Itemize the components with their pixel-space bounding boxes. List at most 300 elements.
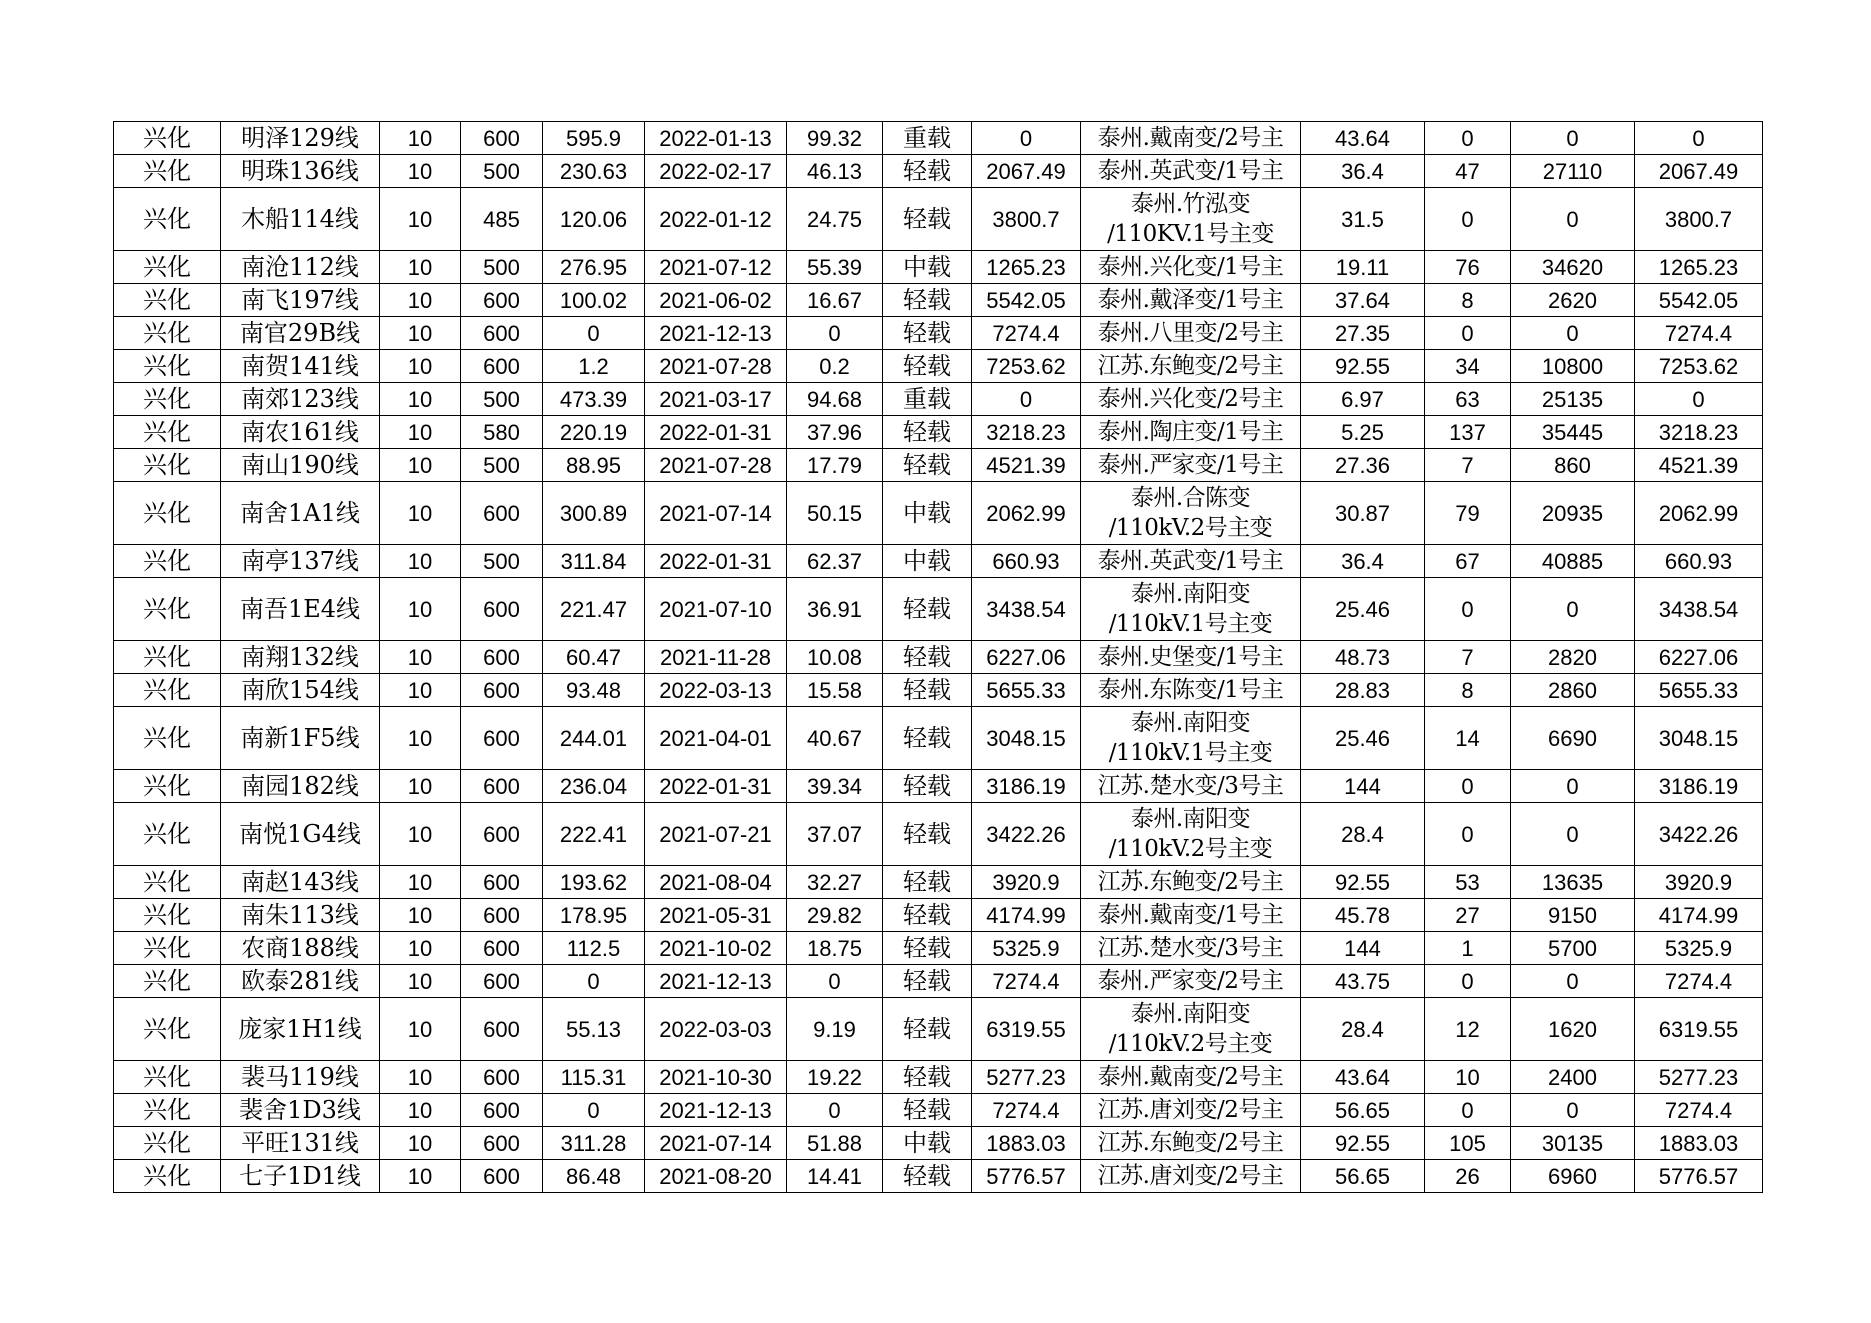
rated-current-cell: 600 (461, 641, 543, 674)
substation-cell (1081, 578, 1301, 641)
available-capacity-cell: 3920.9 (972, 866, 1081, 899)
substation-line: 江苏.唐刘变/2号主 (1097, 1097, 1284, 1123)
date-cell: 2021-08-20 (645, 1160, 787, 1193)
customer-count-cell: 0 (1425, 122, 1511, 155)
voltage-cell: 10 (380, 578, 461, 641)
substation-load-cell: 25.46 (1301, 578, 1425, 641)
substation-load-cell: 5.25 (1301, 416, 1425, 449)
load-rate-cell: 50.15 (787, 482, 883, 545)
remaining-capacity-cell: 2062.99 (1635, 482, 1763, 545)
region-cell: 兴化 (114, 188, 221, 251)
date-cell: 2021-07-12 (645, 251, 787, 284)
load-rate-cell: 19.22 (787, 1061, 883, 1094)
rated-current-cell: 600 (461, 998, 543, 1061)
customer-count-cell: 8 (1425, 284, 1511, 317)
region-cell: 兴化 (114, 899, 221, 932)
substation-cell (1081, 155, 1301, 188)
available-capacity-cell: 0 (972, 122, 1081, 155)
capacity-cell: 0 (1511, 1094, 1635, 1127)
capacity-cell: 2620 (1511, 284, 1635, 317)
substation-line: /110kV.1号主变 (1108, 611, 1273, 637)
available-capacity-cell: 5542.05 (972, 284, 1081, 317)
customer-count-cell: 10 (1425, 1061, 1511, 1094)
line-name-cell: 南农161线 (221, 416, 380, 449)
date-cell: 2022-03-03 (645, 998, 787, 1061)
rated-current-cell: 600 (461, 770, 543, 803)
capacity-cell: 2860 (1511, 674, 1635, 707)
remaining-capacity-cell: 7253.62 (1635, 350, 1763, 383)
load-rate-cell: 18.75 (787, 932, 883, 965)
available-capacity-cell: 7274.4 (972, 1094, 1081, 1127)
line-name-cell: 南悦1G4线 (221, 803, 380, 866)
capacity-cell: 2820 (1511, 641, 1635, 674)
load-status-cell: 轻载 (883, 803, 972, 866)
substation-line: 泰州.严家变/1号主 (1097, 452, 1284, 478)
table-row (114, 770, 1763, 803)
date-cell: 2022-01-31 (645, 770, 787, 803)
region-cell: 兴化 (114, 1094, 221, 1127)
date-cell: 2021-12-13 (645, 1094, 787, 1127)
max-current-cell: 193.62 (543, 866, 645, 899)
substation-line: 泰州.南阳变 (1130, 806, 1251, 832)
remaining-capacity-cell: 5542.05 (1635, 284, 1763, 317)
capacity-cell: 0 (1511, 122, 1635, 155)
max-current-cell: 0 (543, 317, 645, 350)
substation-cell (1081, 1094, 1301, 1127)
substation-load-cell: 45.78 (1301, 899, 1425, 932)
remaining-capacity-cell: 3186.19 (1635, 770, 1763, 803)
load-rate-cell: 46.13 (787, 155, 883, 188)
substation-load-cell: 28.4 (1301, 998, 1425, 1061)
rated-current-cell: 600 (461, 803, 543, 866)
date-cell: 2021-10-30 (645, 1061, 787, 1094)
line-name-cell: 欧泰281线 (221, 965, 380, 998)
max-current-cell: 0 (543, 1094, 645, 1127)
voltage-cell: 10 (380, 350, 461, 383)
load-status-cell: 轻载 (883, 1061, 972, 1094)
substation-line: 泰州.竹泓变 (1130, 191, 1251, 217)
substation-cell (1081, 1160, 1301, 1193)
table-row (114, 545, 1763, 578)
region-cell: 兴化 (114, 641, 221, 674)
voltage-cell: 10 (380, 188, 461, 251)
substation-load-cell: 92.55 (1301, 866, 1425, 899)
line-name-cell: 木船114线 (221, 188, 380, 251)
date-cell: 2021-07-14 (645, 1127, 787, 1160)
capacity-cell: 9150 (1511, 899, 1635, 932)
substation-line: /110kV.1号主变 (1108, 740, 1273, 766)
substation-cell (1081, 1127, 1301, 1160)
table-row (114, 416, 1763, 449)
region-cell: 兴化 (114, 998, 221, 1061)
load-status-cell: 轻载 (883, 674, 972, 707)
line-name-cell: 明珠136线 (221, 155, 380, 188)
max-current-cell: 0 (543, 965, 645, 998)
max-current-cell: 55.13 (543, 998, 645, 1061)
customer-count-cell: 0 (1425, 1094, 1511, 1127)
max-current-cell: 93.48 (543, 674, 645, 707)
voltage-cell: 10 (380, 545, 461, 578)
max-current-cell: 221.47 (543, 578, 645, 641)
voltage-cell: 10 (380, 284, 461, 317)
substation-line: 泰州.东陈变/1号主 (1097, 677, 1284, 703)
line-name-cell: 南吾1E4线 (221, 578, 380, 641)
max-current-cell: 300.89 (543, 482, 645, 545)
region-cell: 兴化 (114, 866, 221, 899)
date-cell: 2021-06-02 (645, 284, 787, 317)
line-name-cell: 南舍1A1线 (221, 482, 380, 545)
line-name-cell: 南翔132线 (221, 641, 380, 674)
capacity-cell: 2400 (1511, 1061, 1635, 1094)
voltage-cell: 10 (380, 803, 461, 866)
region-cell: 兴化 (114, 578, 221, 641)
line-name-cell: 裴舍1D3线 (221, 1094, 380, 1127)
substation-load-cell: 27.36 (1301, 449, 1425, 482)
line-name-cell: 南官29B线 (221, 317, 380, 350)
remaining-capacity-cell: 0 (1635, 122, 1763, 155)
rated-current-cell: 600 (461, 899, 543, 932)
load-status-cell: 轻载 (883, 707, 972, 770)
customer-count-cell: 137 (1425, 416, 1511, 449)
load-rate-cell: 15.58 (787, 674, 883, 707)
date-cell: 2022-03-13 (645, 674, 787, 707)
line-name-cell: 平旺131线 (221, 1127, 380, 1160)
load-rate-cell: 32.27 (787, 866, 883, 899)
table-row (114, 1061, 1763, 1094)
substation-line: 泰州.戴泽变/1号主 (1097, 287, 1284, 313)
substation-cell (1081, 251, 1301, 284)
available-capacity-cell: 0 (972, 383, 1081, 416)
substation-line: 江苏.东鲍变/2号主 (1097, 353, 1284, 379)
load-rate-cell: 16.67 (787, 284, 883, 317)
customer-count-cell: 0 (1425, 965, 1511, 998)
load-status-cell: 轻载 (883, 416, 972, 449)
table-row (114, 251, 1763, 284)
substation-load-cell: 30.87 (1301, 482, 1425, 545)
substation-cell (1081, 1061, 1301, 1094)
voltage-cell: 10 (380, 1127, 461, 1160)
substation-load-cell: 92.55 (1301, 350, 1425, 383)
load-status-cell: 轻载 (883, 1094, 972, 1127)
load-rate-cell: 0 (787, 965, 883, 998)
max-current-cell: 178.95 (543, 899, 645, 932)
region-cell: 兴化 (114, 1160, 221, 1193)
remaining-capacity-cell: 3438.54 (1635, 578, 1763, 641)
remaining-capacity-cell: 2067.49 (1635, 155, 1763, 188)
available-capacity-cell: 7253.62 (972, 350, 1081, 383)
substation-load-cell: 6.97 (1301, 383, 1425, 416)
remaining-capacity-cell: 4174.99 (1635, 899, 1763, 932)
rated-current-cell: 600 (461, 1160, 543, 1193)
date-cell: 2022-01-31 (645, 545, 787, 578)
voltage-cell: 10 (380, 251, 461, 284)
rated-current-cell: 500 (461, 449, 543, 482)
substation-load-cell: 36.4 (1301, 155, 1425, 188)
capacity-cell: 0 (1511, 770, 1635, 803)
substation-cell (1081, 383, 1301, 416)
table-row (114, 866, 1763, 899)
substation-load-cell: 56.65 (1301, 1160, 1425, 1193)
remaining-capacity-cell: 7274.4 (1635, 965, 1763, 998)
region-cell: 兴化 (114, 674, 221, 707)
line-name-cell: 庞家1H1线 (221, 998, 380, 1061)
table-row (114, 641, 1763, 674)
line-name-cell: 七子1D1线 (221, 1160, 380, 1193)
load-status-cell: 轻载 (883, 641, 972, 674)
customer-count-cell: 0 (1425, 770, 1511, 803)
load-status-cell: 轻载 (883, 998, 972, 1061)
remaining-capacity-cell: 660.93 (1635, 545, 1763, 578)
substation-line: 泰州.八里变/2号主 (1097, 320, 1284, 346)
substation-line: 泰州.合陈变 (1130, 485, 1251, 511)
capacity-cell: 13635 (1511, 866, 1635, 899)
max-current-cell: 86.48 (543, 1160, 645, 1193)
max-current-cell: 88.95 (543, 449, 645, 482)
max-current-cell: 595.9 (543, 122, 645, 155)
region-cell: 兴化 (114, 155, 221, 188)
substation-line: /110kV.2号主变 (1108, 515, 1273, 541)
load-rate-cell: 36.91 (787, 578, 883, 641)
remaining-capacity-cell: 5325.9 (1635, 932, 1763, 965)
table-row (114, 932, 1763, 965)
substation-line: 泰州.南阳变 (1130, 581, 1251, 607)
substation-load-cell: 36.4 (1301, 545, 1425, 578)
voltage-cell: 10 (380, 317, 461, 350)
table-row (114, 1127, 1763, 1160)
capacity-cell: 27110 (1511, 155, 1635, 188)
capacity-cell: 1620 (1511, 998, 1635, 1061)
region-cell: 兴化 (114, 932, 221, 965)
voltage-cell: 10 (380, 416, 461, 449)
substation-cell (1081, 317, 1301, 350)
region-cell: 兴化 (114, 545, 221, 578)
date-cell: 2021-07-21 (645, 803, 787, 866)
max-current-cell: 115.31 (543, 1061, 645, 1094)
substation-cell (1081, 899, 1301, 932)
capacity-cell: 25135 (1511, 383, 1635, 416)
substation-cell (1081, 188, 1301, 251)
rated-current-cell: 600 (461, 350, 543, 383)
rated-current-cell: 600 (461, 1127, 543, 1160)
capacity-cell: 34620 (1511, 251, 1635, 284)
region-cell: 兴化 (114, 803, 221, 866)
substation-load-cell: 28.83 (1301, 674, 1425, 707)
available-capacity-cell: 5325.9 (972, 932, 1081, 965)
region-cell: 兴化 (114, 965, 221, 998)
load-rate-cell: 17.79 (787, 449, 883, 482)
customer-count-cell: 47 (1425, 155, 1511, 188)
capacity-cell: 6960 (1511, 1160, 1635, 1193)
date-cell: 2021-12-13 (645, 317, 787, 350)
substation-load-cell: 19.11 (1301, 251, 1425, 284)
available-capacity-cell: 3800.7 (972, 188, 1081, 251)
region-cell: 兴化 (114, 449, 221, 482)
load-status-cell: 重载 (883, 122, 972, 155)
rated-current-cell: 580 (461, 416, 543, 449)
remaining-capacity-cell: 3218.23 (1635, 416, 1763, 449)
voltage-cell: 10 (380, 641, 461, 674)
table-row (114, 998, 1763, 1061)
table-body (114, 122, 1763, 1193)
line-name-cell: 农商188线 (221, 932, 380, 965)
date-cell: 2021-04-01 (645, 707, 787, 770)
load-rate-cell: 39.34 (787, 770, 883, 803)
max-current-cell: 112.5 (543, 932, 645, 965)
load-rate-cell: 94.68 (787, 383, 883, 416)
available-capacity-cell: 3218.23 (972, 416, 1081, 449)
remaining-capacity-cell: 5277.23 (1635, 1061, 1763, 1094)
table-row (114, 674, 1763, 707)
customer-count-cell: 79 (1425, 482, 1511, 545)
available-capacity-cell: 2067.49 (972, 155, 1081, 188)
date-cell: 2021-11-28 (645, 641, 787, 674)
remaining-capacity-cell: 4521.39 (1635, 449, 1763, 482)
rated-current-cell: 600 (461, 674, 543, 707)
available-capacity-cell: 2062.99 (972, 482, 1081, 545)
substation-line: 泰州.南阳变 (1130, 1001, 1251, 1027)
load-status-cell: 重载 (883, 383, 972, 416)
substation-cell (1081, 866, 1301, 899)
customer-count-cell: 53 (1425, 866, 1511, 899)
available-capacity-cell: 5776.57 (972, 1160, 1081, 1193)
line-name-cell: 南飞197线 (221, 284, 380, 317)
capacity-cell: 35445 (1511, 416, 1635, 449)
customer-count-cell: 7 (1425, 641, 1511, 674)
substation-cell (1081, 545, 1301, 578)
date-cell: 2022-01-31 (645, 416, 787, 449)
capacity-cell: 0 (1511, 578, 1635, 641)
date-cell: 2021-07-10 (645, 578, 787, 641)
table-row (114, 122, 1763, 155)
voltage-cell: 10 (380, 449, 461, 482)
max-current-cell: 230.63 (543, 155, 645, 188)
substation-line: 泰州.陶庄变/1号主 (1097, 419, 1284, 445)
date-cell: 2021-05-31 (645, 899, 787, 932)
substation-load-cell: 28.4 (1301, 803, 1425, 866)
table-row (114, 1094, 1763, 1127)
max-current-cell: 100.02 (543, 284, 645, 317)
rated-current-cell: 600 (461, 707, 543, 770)
load-rate-cell: 9.19 (787, 998, 883, 1061)
remaining-capacity-cell: 1265.23 (1635, 251, 1763, 284)
remaining-capacity-cell: 3920.9 (1635, 866, 1763, 899)
capacity-cell: 30135 (1511, 1127, 1635, 1160)
customer-count-cell: 63 (1425, 383, 1511, 416)
line-name-cell: 南园182线 (221, 770, 380, 803)
max-current-cell: 311.84 (543, 545, 645, 578)
load-rate-cell: 51.88 (787, 1127, 883, 1160)
available-capacity-cell: 3186.19 (972, 770, 1081, 803)
line-name-cell: 南郊123线 (221, 383, 380, 416)
region-cell: 兴化 (114, 707, 221, 770)
load-rate-cell: 0.2 (787, 350, 883, 383)
load-rate-cell: 24.75 (787, 188, 883, 251)
substation-cell (1081, 416, 1301, 449)
substation-line: 泰州.兴化变/1号主 (1097, 254, 1284, 280)
max-current-cell: 60.47 (543, 641, 645, 674)
substation-line: 泰州.戴南变/2号主 (1097, 1064, 1284, 1090)
rated-current-cell: 600 (461, 932, 543, 965)
feeder-load-table (113, 121, 1763, 1193)
load-status-cell: 中载 (883, 251, 972, 284)
load-status-cell: 中载 (883, 482, 972, 545)
load-status-cell: 轻载 (883, 866, 972, 899)
substation-line: 江苏.东鲍变/2号主 (1097, 1130, 1284, 1156)
remaining-capacity-cell: 1883.03 (1635, 1127, 1763, 1160)
substation-line: /110kV.2号主变 (1108, 1031, 1273, 1057)
capacity-cell: 40885 (1511, 545, 1635, 578)
line-name-cell: 南朱113线 (221, 899, 380, 932)
load-status-cell: 轻载 (883, 449, 972, 482)
load-rate-cell: 37.07 (787, 803, 883, 866)
substation-line: 泰州.英武变/1号主 (1097, 548, 1284, 574)
capacity-cell: 0 (1511, 188, 1635, 251)
remaining-capacity-cell: 7274.4 (1635, 317, 1763, 350)
region-cell: 兴化 (114, 284, 221, 317)
customer-count-cell: 76 (1425, 251, 1511, 284)
substation-load-cell: 43.75 (1301, 965, 1425, 998)
available-capacity-cell: 5655.33 (972, 674, 1081, 707)
capacity-cell: 0 (1511, 317, 1635, 350)
customer-count-cell: 34 (1425, 350, 1511, 383)
capacity-cell: 6690 (1511, 707, 1635, 770)
table-row (114, 707, 1763, 770)
substation-cell (1081, 284, 1301, 317)
load-status-cell: 中载 (883, 545, 972, 578)
region-cell: 兴化 (114, 416, 221, 449)
substation-load-cell: 37.64 (1301, 284, 1425, 317)
region-cell: 兴化 (114, 317, 221, 350)
load-rate-cell: 40.67 (787, 707, 883, 770)
voltage-cell: 10 (380, 674, 461, 707)
available-capacity-cell: 5277.23 (972, 1061, 1081, 1094)
rated-current-cell: 600 (461, 1061, 543, 1094)
voltage-cell: 10 (380, 155, 461, 188)
substation-cell (1081, 965, 1301, 998)
substation-line: 泰州.史堡变/1号主 (1097, 644, 1284, 670)
customer-count-cell: 105 (1425, 1127, 1511, 1160)
substation-line: 泰州.戴南变/1号主 (1097, 902, 1284, 928)
customer-count-cell: 67 (1425, 545, 1511, 578)
region-cell: 兴化 (114, 383, 221, 416)
date-cell: 2021-12-13 (645, 965, 787, 998)
load-status-cell: 轻载 (883, 899, 972, 932)
load-status-cell: 轻载 (883, 188, 972, 251)
load-rate-cell: 0 (787, 1094, 883, 1127)
table-row (114, 803, 1763, 866)
max-current-cell: 473.39 (543, 383, 645, 416)
voltage-cell: 10 (380, 866, 461, 899)
customer-count-cell: 0 (1425, 317, 1511, 350)
max-current-cell: 1.2 (543, 350, 645, 383)
date-cell: 2022-01-13 (645, 122, 787, 155)
customer-count-cell: 0 (1425, 188, 1511, 251)
available-capacity-cell: 1883.03 (972, 1127, 1081, 1160)
line-name-cell: 南赵143线 (221, 866, 380, 899)
substation-line: 江苏.楚水变/3号主 (1097, 935, 1284, 961)
rated-current-cell: 600 (461, 284, 543, 317)
region-cell: 兴化 (114, 122, 221, 155)
customer-count-cell: 0 (1425, 803, 1511, 866)
load-status-cell: 轻载 (883, 155, 972, 188)
load-status-cell: 轻载 (883, 350, 972, 383)
voltage-cell: 10 (380, 1061, 461, 1094)
substation-line: 江苏.唐刘变/2号主 (1097, 1163, 1284, 1189)
load-rate-cell: 62.37 (787, 545, 883, 578)
capacity-cell: 860 (1511, 449, 1635, 482)
substation-line: 江苏.楚水变/3号主 (1097, 773, 1284, 799)
region-cell: 兴化 (114, 251, 221, 284)
